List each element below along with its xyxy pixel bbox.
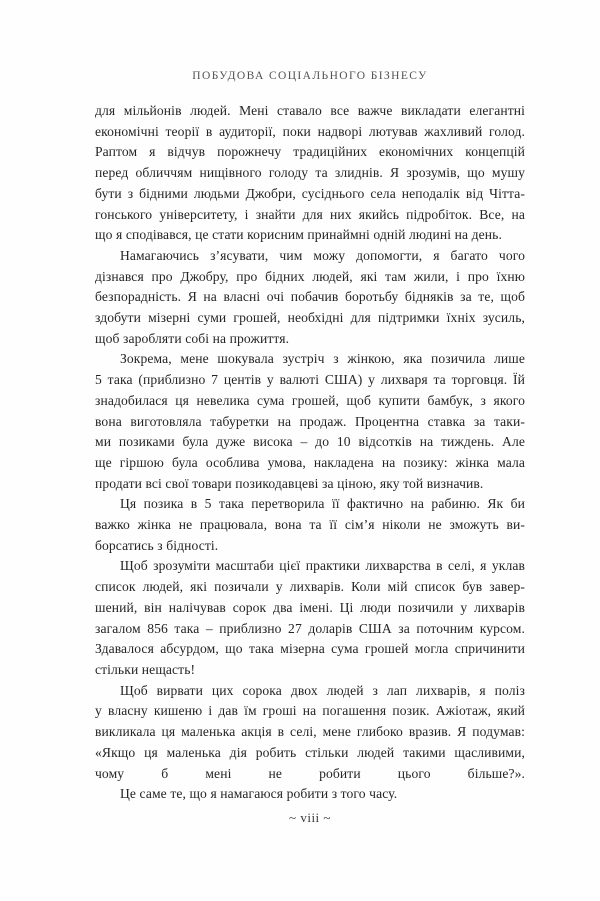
text-line: знадобилася ця невелика сума грошей, щоб купити бамбук, з якого <box>95 392 525 408</box>
text-line: Щоб вирвати цих сорока двох людей з лап лихварів, я поліз <box>120 682 525 698</box>
text-line: Намагаючись з’ясувати, чим можу допомогти, я багато чого <box>120 247 525 263</box>
text-line: викликала ця маленька акція в селі, мене глибоко вразив. Я подумав: <box>95 724 525 740</box>
text-line: здобути мізерні суми грошей, необхідні для підтримки їхніх зусиль, <box>95 310 525 326</box>
running-header: ПОБУДОВА СОЦІАЛЬНОГО БІЗНЕСУ <box>192 70 428 82</box>
text-line: економічні теорії в аудиторії, поки надворі лютував жахливий голод. <box>95 123 525 139</box>
text-line: що я сподівався, це стати корисним принаймні одній людині на день. <box>95 227 502 243</box>
text-line: Раптом я відчув порожнечу традиційних економічних концепцій <box>95 144 525 160</box>
text-line: Зокрема, мене шокувала зустріч з жінкою, яка позичила лише <box>120 351 525 367</box>
paragraph <box>95 349 525 494</box>
text-line: ще гіршою була особлива умова, накладена на позику: жінка мала <box>95 454 525 470</box>
text-line: у власну кишеню і дав їм гроші на погашення позик. Ажіотаж, який <box>95 703 525 719</box>
text-line: щоб заробляти собі на прожиття. <box>95 330 290 346</box>
text-line: Щоб зрозуміти масштаби цієї практики лихварства в селі, я уклав <box>120 558 525 574</box>
text-line: вона виготовляла табуретки на продаж. Процентна ставка за таки- <box>95 413 525 429</box>
text-line: бути з бідними людьми Джобри, сусіднього села неподалік від Чітта- <box>95 185 525 201</box>
text-line: Це саме те, що я намагаюся робити з того часу. <box>120 786 398 802</box>
text-line: перед обличчям нищівного голоду та злиднів. Я зрозумів, що мушу <box>95 165 525 181</box>
paragraph <box>95 494 525 556</box>
text-line: Здавалося абсурдом, що така мізерна сума грошей могла спричинити <box>95 641 525 657</box>
text-line: борсатись з бідності. <box>95 537 219 553</box>
text-line: 5 така (приблизно 7 центів у валюті США) у лихваря та торговця. Їй <box>95 372 525 388</box>
paragraph <box>95 246 525 350</box>
text-line: дізнався про Джобру, про бідних людей, які там жили, і про їхню <box>95 268 525 284</box>
text-line: чому б мені не робити цього більше?». <box>95 765 525 781</box>
text-line: «Якщо ця маленька дія робить стільки людей такими щасливими, <box>95 744 525 760</box>
paragraph <box>95 681 525 805</box>
text-line: список людей, які позичали у лихварів. Коли мій список був завер- <box>95 579 525 595</box>
text-line: загалом 856 така – приблизно 27 доларів США за поточним курсом. <box>95 620 525 636</box>
text-line: Ця позика в 5 така перетворила її фактично на рабиню. Як би <box>120 496 525 512</box>
text-line: гонського університету, і знайти для них якийсь підробіток. Все, на <box>95 206 525 222</box>
text-line: ми позиками була дуже висока – до 10 відсотків на тиждень. Але <box>95 434 525 450</box>
text-line: важко жінка не працювала, вона та її сім’я ніколи не зможуть ви- <box>95 517 525 533</box>
text-line: безпорадність. Я на власні очі побачив боротьбу бідняків за те, щоб <box>95 289 525 305</box>
paragraph <box>95 101 525 246</box>
text-line: для мільйонів людей. Мені ставало все важче викладати елегантні <box>95 103 525 118</box>
page-body-text <box>95 101 525 805</box>
paragraph <box>95 556 525 680</box>
text-line: шений, він налічував сорок два імені. Ці люди позичили у лихварів <box>95 599 525 615</box>
text-line: продати всі свої товари позикодавцеві за ціною, яку той визначив. <box>95 475 484 491</box>
text-line: стільки нещасть! <box>95 661 196 677</box>
page-number: ~ viii ~ <box>289 810 331 825</box>
